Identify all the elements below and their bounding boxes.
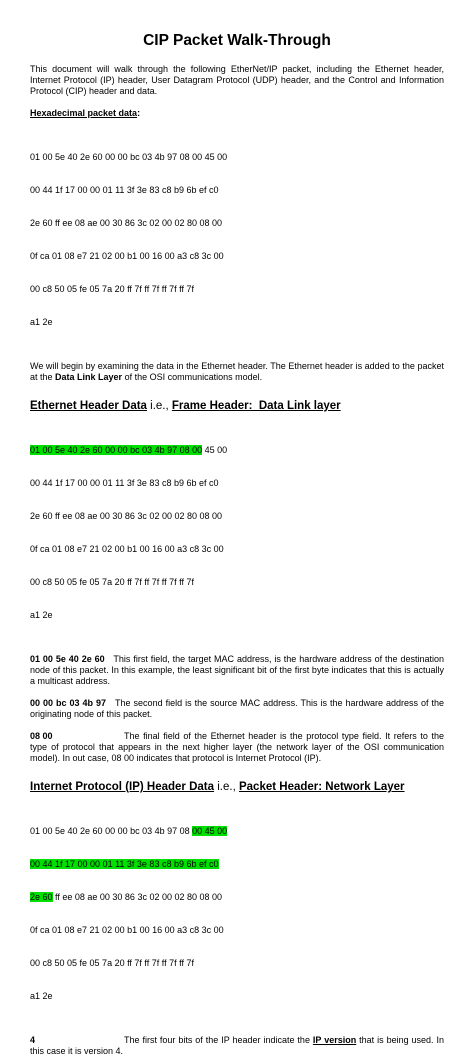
field-dest-mac: [30, 654, 444, 687]
hex-bytes: 01 00 5e 40 2e 60 00 00 bc 03 4b 97 08: [30, 826, 193, 836]
hex-line: [30, 892, 444, 903]
field-description: The second field is the source MAC address. This is the hardware address of the originating node of this packet.: [30, 698, 444, 719]
hex-line: 00 c8 50 05 fe 05 7a 20 ff 7f ff 7f ff 7f ff 7f: [30, 577, 194, 587]
ip-heading-ie: i.e.,: [214, 781, 239, 793]
ethernet-heading-ie: i.e.,: [146, 400, 172, 412]
hex-block-full: [30, 130, 444, 350]
hex-line: 00 44 1f 17 00 00 01 11 3f 3e 83 c8 b9 6b ef c0: [30, 185, 219, 195]
field-description: The first four bits of the IP header indicate the: [124, 1035, 313, 1045]
data-link-layer-term: Data Link Layer: [55, 372, 123, 382]
field-key: 08 00: [30, 731, 53, 741]
hex-line: a1 2e: [30, 610, 53, 620]
highlighted-bytes: 00 44 1f 17 00 00 01 11 3f 3e 83 c8 b9 6b ef c0: [30, 859, 219, 869]
hex-line: [30, 859, 444, 870]
hex-line: 00 44 1f 17 00 00 01 11 3f 3e 83 c8 b9 6b ef c0: [30, 478, 219, 488]
hex-line: 00 c8 50 05 fe 05 7a 20 ff 7f ff 7f ff 7f ff 7f: [30, 284, 194, 294]
ethernet-heading-part1: Ethernet Header Data: [30, 400, 147, 412]
hex-label-text: Hexadecimal packet data: [30, 108, 138, 118]
hex-label: [30, 108, 444, 119]
field-ip-version: [30, 1035, 444, 1057]
field-description-tail: that is being used. In this case it is version 4.: [30, 1035, 445, 1056]
highlighted-bytes: 2e 60: [30, 892, 53, 902]
hex-line: 0f ca 01 08 e7 21 02 00 b1 00 16 00 a3 c8 3c 00: [30, 251, 224, 261]
hex-line: 00 c8 50 05 fe 05 7a 20 ff 7f ff 7f ff 7f ff 7f: [30, 958, 194, 968]
field-src-mac: [30, 698, 444, 720]
field-ethertype: [30, 731, 444, 764]
hex-line: 0f ca 01 08 e7 21 02 00 b1 00 16 00 a3 c8 3c 00: [30, 544, 224, 554]
field-key: 01 00 5e 40 2e 60: [30, 654, 105, 664]
page-title: CIP Packet Walk-Through: [143, 32, 331, 49]
ethernet-heading-part2: Frame Header: Data Link layer: [171, 400, 341, 412]
highlighted-bytes: 00 45 00: [192, 826, 228, 836]
hex-line: a1 2e: [30, 991, 53, 1001]
hex-line: [30, 445, 444, 456]
ethernet-intro-tail: of the OSI communications model.: [122, 372, 263, 382]
hex-line: a1 2e: [30, 317, 53, 327]
field-key: 4: [30, 1035, 36, 1045]
hex-label-colon: :: [137, 108, 141, 118]
hex-bytes: ff ee 08 ae 00 30 86 3c 02 00 02 80 08 00: [52, 892, 223, 902]
field-description: The final field of the Ethernet header is the protocol type field. It refers to the type of protocol that appears in the next higher layer (the network layer of the OSI communication model). In out case, 08 00 indicates that protocol is Internet Protocol (IP).: [30, 731, 444, 763]
hex-block-ip: [30, 804, 444, 1024]
intro-paragraph: This document will walk through the following EtherNet/IP packet, including the Ethernet header, Internet Protocol (IP) header, User Datagram Protocol (UDP) header, and the Control and Information Protocol (CIP) header and data.: [30, 64, 444, 96]
ip-version-term: IP version: [312, 1035, 357, 1045]
field-key: 00 00 bc 03 4b 97: [30, 698, 107, 708]
ethernet-section-heading: [30, 399, 444, 413]
highlighted-bytes: 01 00 5e 40 2e 60 00 00 bc 03 4b 97 08 00: [30, 445, 203, 455]
hex-bytes: 45 00: [202, 445, 228, 455]
hex-line: 2e 60 ff ee 08 ae 00 30 86 3c 02 00 02 80 08 00: [30, 218, 223, 228]
ip-section-heading: [30, 780, 444, 794]
hex-line: 01 00 5e 40 2e 60 00 00 bc 03 4b 97 08 00 45 00: [30, 152, 228, 162]
ethernet-intro-text: We will begin by examining the data in the Ethernet header. The Ethernet header is added to the packet at the: [30, 361, 444, 382]
hex-line: 0f ca 01 08 e7 21 02 00 b1 00 16 00 a3 c8 3c 00: [30, 925, 224, 935]
ip-heading-part1: Internet Protocol (IP) Header Data: [30, 781, 215, 793]
ip-heading-part2: Packet Header: Network Layer: [238, 781, 405, 793]
hex-line: 2e 60 ff ee 08 ae 00 30 86 3c 02 00 02 80 08 00: [30, 511, 223, 521]
ethernet-intro-paragraph: [30, 361, 444, 383]
field-description: This first field, the target MAC address, is the hardware address of the destination node of this packet. In this example, the least significant bit of the first byte indicates that this is actually a multicast address.: [30, 654, 444, 686]
hex-line: [30, 826, 444, 837]
hex-block-ethernet: [30, 423, 444, 643]
